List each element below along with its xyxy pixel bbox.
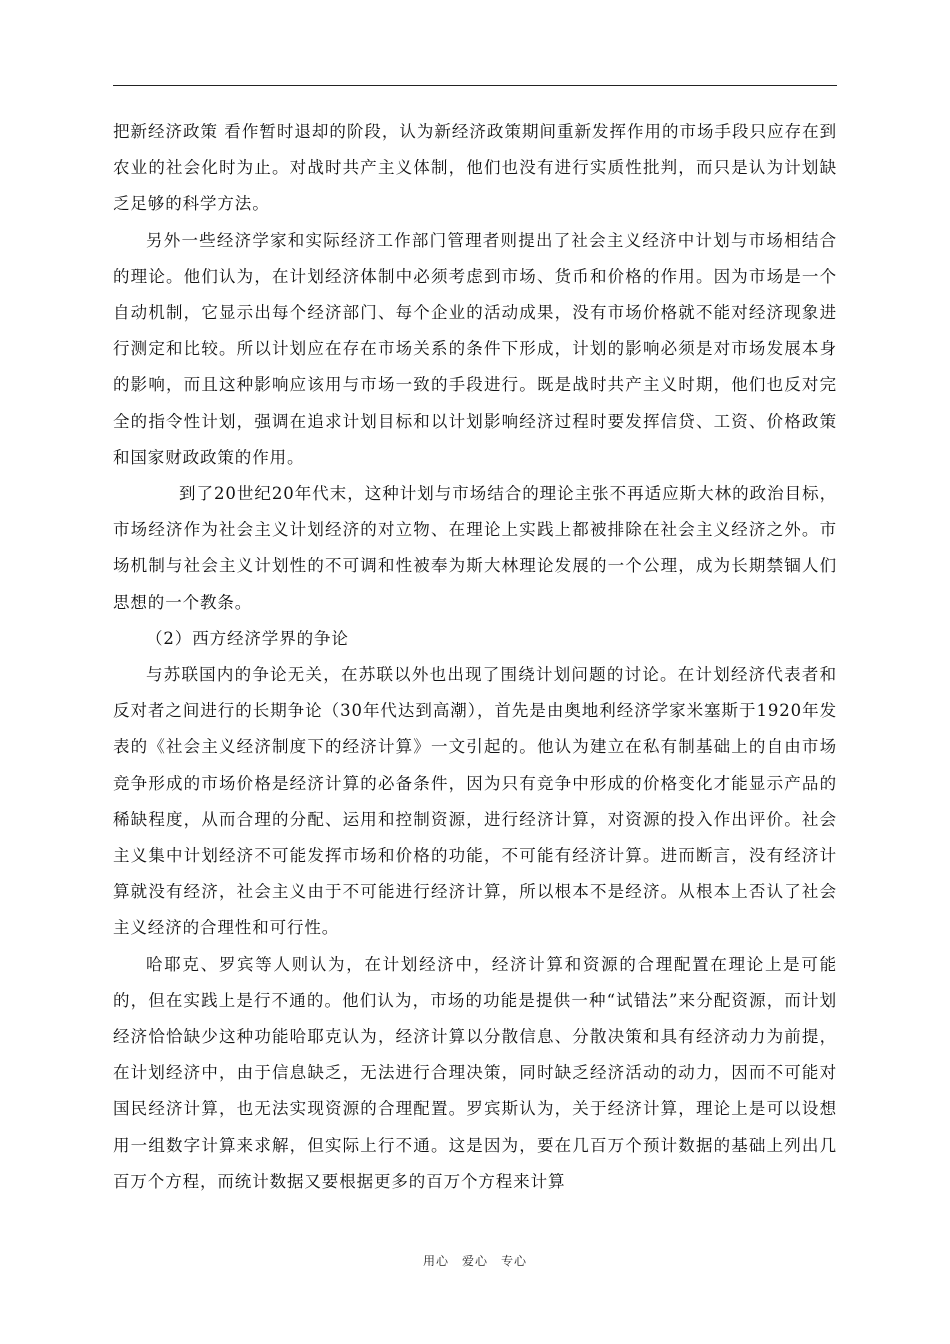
header-rule <box>113 85 837 86</box>
section-heading: （2）西方经济学界的争论 <box>146 628 349 648</box>
paragraph-3: 到了20世纪20年代末，这种计划与市场结合的理论主张不再适应斯大林的政治目标，市场经济作为社会主义计划经济的对立物、在理论上实践上都被排除在社会主义经济之外。市场机制与社会主义计划性的不可调和性被奉为斯大林理论发展的一个公理，成为长期禁锢人们思想的一个教条。 <box>113 484 837 612</box>
paragraph-5: 哈耶克、罗宾等人则认为，在计划经济中，经济计算和资源的合理配置在理论上是可能的，但在实践上是行不通的。他们认为，市场的功能是提供一种“试错法”来分配资源，而计划经济恰恰缺少这种功能哈耶克认为，经济计算以分散信息、分散决策和具有经济动力为前提，在计划经济中，由于信息缺乏，无法进行合理决策，同时缺乏经济活动的动力，因而不可能对国民经济计算，也无法实现资源的合理配置。罗宾斯认为，关于经济计算，理论上是可以设想用一组数字计算来求解，但实际上行不通。这是因为，要在几百万个预计数据的基础上列出几百万个方程，而统计数据又要根据更多的百万个方程来计算 <box>113 954 837 1191</box>
paragraph-1: 把新经济政策 看作暂时退却的阶段，认为新经济政策期间重新发挥作用的市场手段只应存在到农业的社会化时为止。对战时共产主义体制，他们也没有进行实质性批判，而只是认为计划缺乏足够的科学方法。 <box>113 122 837 214</box>
body-text <box>113 114 837 1200</box>
paragraph-4: 与苏联国内的争论无关，在苏联以外也出现了围绕计划问题的讨论。在计划经济代表者和反对者之间进行的长期争论（30年代达到高潮），首先是由奥地利经济学家米塞斯于1920年发表的《社会主义经济制度下的经济计算》一文引起的。他认为建立在私有制基础上的自由市场竞争形成的市场价格是经济计算的必备条件，因为只有竞争中形成的价格变化才能显示产品的稀缺程度，从而合理的分配、运用和控制资源，进行经济计算，对资源的投入作出评价。社会主义集中计划经济不可能发挥市场和价格的功能，不可能有经济计算。进而断言，没有经济计算就没有经济，社会主义由于不可能进行经济计算，所以根本不是经济。从根本上否认了社会主义经济的合理性和可行性。 <box>113 665 837 938</box>
paragraph-2: 另外一些经济学家和实际经济工作部门管理者则提出了社会主义经济中计划与市场相结合的理论。他们认为，在计划经济体制中必须考虑到市场、货币和价格的作用。因为市场是一个自动机制，它显示出每个经济部门、每个企业的活动成果，没有市场价格就不能对经济现象进行测定和比较。所以计划应在存在市场关系的条件下形成，计划的影响必须是对市场发展本身的影响，而且这种影响应该用与市场一致的手段进行。既是战时共产主义时期，他们也反对完全的指令性计划，强调在追求计划目标和以计划影响经济过程时要发挥信贷、工资、价格政策和国家财政政策的作用。 <box>113 230 837 467</box>
page-footer: 用心 爱心 专心 <box>422 1254 527 1268</box>
